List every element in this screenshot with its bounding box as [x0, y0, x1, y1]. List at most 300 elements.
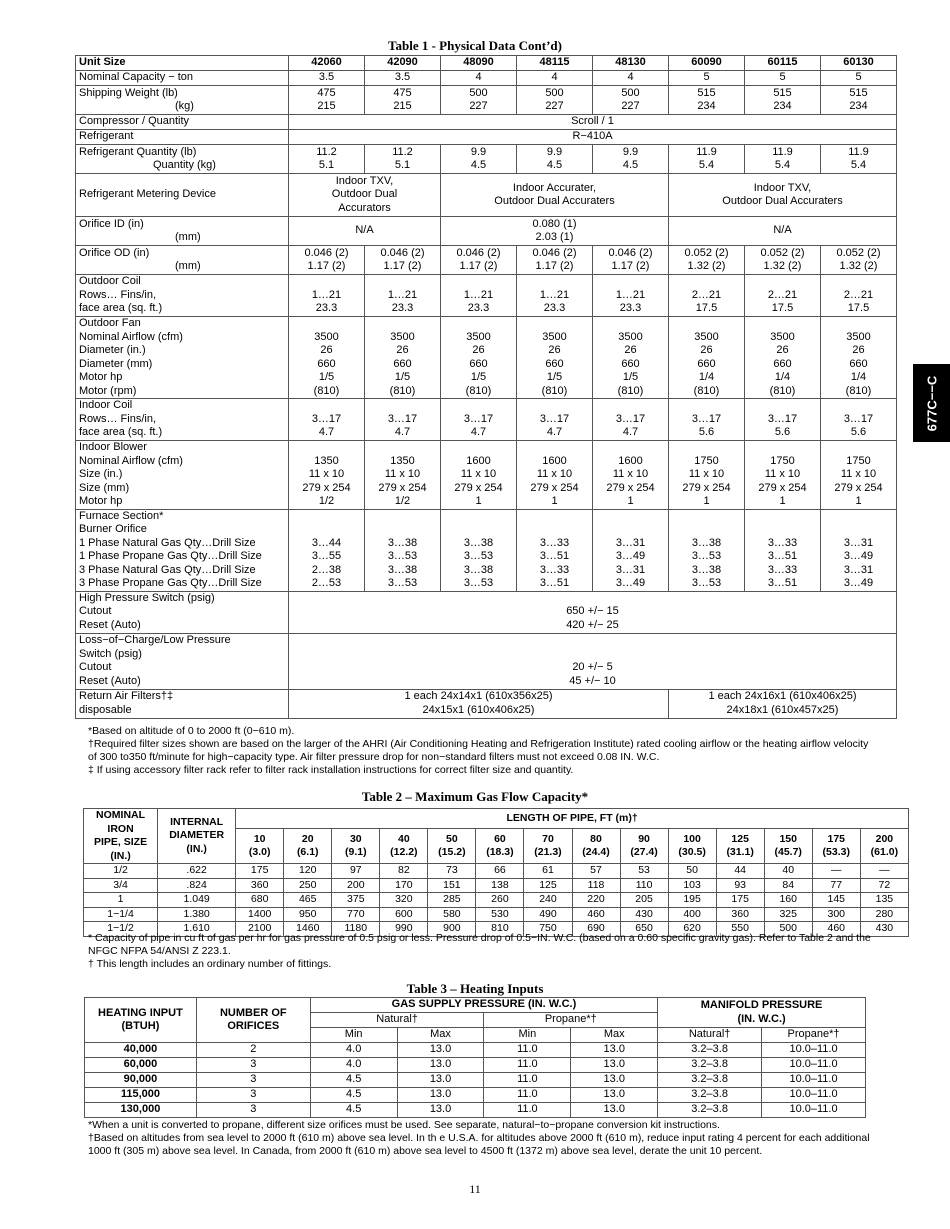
table-cell: 0.052 (2) 1.32 (2): [745, 246, 821, 275]
table-cell: 3500 26 660 1/5 (810): [517, 317, 593, 399]
table1-title: Table 1 - Physical Data Cont’d): [388, 38, 562, 53]
table-cell: 375: [332, 893, 380, 908]
table-cell: 3…38 3…53 3…38 3…53: [365, 509, 441, 591]
column-header: 60 (18.3): [476, 829, 524, 864]
table-cell: 3…44 3…55 2…38 2…53: [289, 509, 365, 591]
table-cell: 1 each 24x16x1 (610x406x25) 24x18x1 (610x457x25): [669, 689, 897, 718]
table-row: [76, 56, 897, 71]
table-row: [76, 633, 897, 689]
table-cell: 950: [284, 907, 332, 922]
table-cell: 2…21 17.5: [821, 275, 897, 317]
table-cell: 97: [332, 864, 380, 879]
table-cell: 0.080 (1) 2.03 (1): [441, 217, 669, 246]
table-cell: 3…38 3…53 3…38 3…53: [669, 509, 745, 591]
table-row: [84, 864, 909, 879]
table-cell: 360: [716, 907, 764, 922]
table-cell: R−410A: [289, 130, 897, 145]
table-cell: 73: [428, 864, 476, 879]
table-row: [84, 893, 909, 908]
table-cell: 13.0: [571, 1073, 658, 1088]
table-cell: 900: [428, 922, 476, 937]
table-cell: 11.9 5.4: [821, 145, 897, 174]
table-cell: 3…33 3…51 3…33 3…51: [517, 509, 593, 591]
table-cell: 1750 11 x 10 279 x 254 1: [745, 441, 821, 510]
column-header: GAS SUPPLY PRESSURE (IN. W.C.): [310, 998, 657, 1013]
row-label: Refrigerant Quantity (lb) Quantity (kg): [76, 145, 289, 174]
table-cell: 93: [716, 878, 764, 893]
physical-data-table: [75, 55, 897, 719]
footnote: * Capacity of pipe in cu ft of gas per hr for gas pressure of 0.5 psig or less. Pressure drop of 0.5−IN. W.C. (based on a 0.60 specific gravity gas). Refer to Table 2 and the NFGC NFPA 54/ANSI Z 223.1.: [88, 932, 871, 957]
table-cell: 750: [524, 922, 572, 937]
table-cell: 13.0: [397, 1043, 484, 1058]
table-cell: 260: [476, 893, 524, 908]
row-label: Refrigerant Metering Device: [76, 174, 289, 217]
table2-title: Table 2 – Maximum Gas Flow Capacity*: [361, 789, 589, 804]
row-label: High Pressure Switch (psig) Cutout Reset (Auto): [76, 591, 289, 633]
column-header: Max: [571, 1028, 658, 1043]
table-cell: 4: [593, 71, 669, 86]
table-cell: 1…21 23.3: [593, 275, 669, 317]
table-cell: 580: [428, 907, 476, 922]
table-cell: 240: [524, 893, 572, 908]
table-cell: 1 each 24x14x1 (610x356x25) 24x15x1 (610x406x25): [289, 689, 669, 718]
column-header: 60130: [821, 56, 897, 71]
table-cell: 320: [380, 893, 428, 908]
table-row: [76, 441, 897, 510]
table-cell: 10.0–11.0: [762, 1103, 866, 1118]
footnote: †Based on altitudes from sea level to 2000 ft (610 m) above sea level. In th e U.S.A. for altitudes above 2000 ft (610 m), reduce input rating 4 percent for each additional 1000 ft (305 m) above sea level. In Canada, from 2000 ft (610 m) above sea level to 4500 ft (1372 m) above sea level, derate the unit 10 percent.: [88, 1132, 870, 1157]
table-cell: 460: [812, 922, 860, 937]
column-header: 30 (9.1): [332, 829, 380, 864]
table-row: [85, 998, 866, 1013]
table-row: [85, 1073, 866, 1088]
page-number: 11: [469, 1182, 481, 1196]
table-cell: 9.9 4.5: [441, 145, 517, 174]
table-cell: 1600 11 x 10 279 x 254 1: [517, 441, 593, 510]
table-cell: 160: [764, 893, 812, 908]
column-header: Propane*†: [762, 1028, 866, 1043]
table-cell: 465: [284, 893, 332, 908]
table-cell: 3500 26 660 1/4 (810): [745, 317, 821, 399]
table3-notes: [88, 1119, 878, 1158]
table-cell: 61: [524, 864, 572, 879]
table-cell: 3.2–3.8: [658, 1058, 762, 1073]
section-tab: 677C−−C: [913, 364, 950, 442]
table-cell: 13.0: [397, 1088, 484, 1103]
table-cell: 0.046 (2) 1.17 (2): [289, 246, 365, 275]
table-cell: 0.046 (2) 1.17 (2): [593, 246, 669, 275]
row-label: Orifice OD (in) (mm): [76, 246, 289, 275]
table-cell: 3.5: [365, 71, 441, 86]
column-header: 20 (6.1): [284, 829, 332, 864]
table-cell: Scroll / 1: [289, 115, 897, 130]
table-cell: N/A: [289, 217, 441, 246]
table-cell: 1400: [236, 907, 284, 922]
column-header: Natural†: [310, 1013, 484, 1028]
table-row: [84, 907, 909, 922]
table-cell: 990: [380, 922, 428, 937]
column-header: 100 (30.5): [668, 829, 716, 864]
table-cell: 175: [716, 893, 764, 908]
table-row: [76, 71, 897, 86]
column-header: 48115: [517, 56, 593, 71]
column-header: Min: [310, 1028, 397, 1043]
table-cell: 50: [668, 864, 716, 879]
column-header: 50 (15.2): [428, 829, 476, 864]
table-cell: 1…21 23.3: [517, 275, 593, 317]
table-cell: 3…31 3…49 3…31 3…49: [821, 509, 897, 591]
column-header: Min: [484, 1028, 571, 1043]
table-cell: 13.0: [571, 1088, 658, 1103]
column-header: 42090: [365, 56, 441, 71]
table-cell: 3…17 4.7: [365, 399, 441, 441]
table-cell: 1…21 23.3: [289, 275, 365, 317]
table-cell: 515 234: [669, 86, 745, 115]
table-cell: 500 227: [593, 86, 669, 115]
table-row: [85, 1088, 866, 1103]
table-cell: 515 234: [821, 86, 897, 115]
footnote: † This length includes an ordinary number of fittings.: [88, 958, 332, 970]
table-cell: 430: [860, 922, 908, 937]
table-cell: 118: [572, 878, 620, 893]
table-cell: 460: [572, 907, 620, 922]
table-cell: 3…17 4.7: [517, 399, 593, 441]
table-cell: 1750 11 x 10 279 x 254 1: [821, 441, 897, 510]
table-cell: 550: [716, 922, 764, 937]
table-cell: 0.046 (2) 1.17 (2): [517, 246, 593, 275]
table-cell: 195: [668, 893, 716, 908]
table-cell: 2: [196, 1043, 310, 1058]
table-cell: 1.380: [158, 907, 236, 922]
column-header: HEATING INPUT (BTUH): [85, 998, 197, 1043]
table-cell: 3…17 5.6: [745, 399, 821, 441]
table-cell: 10.0–11.0: [762, 1058, 866, 1073]
table-cell: 20 +/− 5 45 +/− 10: [289, 633, 897, 689]
table-cell: .824: [158, 878, 236, 893]
table-row: [84, 809, 909, 829]
table-cell: 1: [84, 893, 158, 908]
table-cell: —: [812, 864, 860, 879]
table-cell: 600: [380, 907, 428, 922]
table-cell: 40,000: [85, 1043, 197, 1058]
table-cell: 11.0: [484, 1073, 571, 1088]
table-row: [76, 130, 897, 145]
footnote: †Required filter sizes shown are based on the larger of the AHRI (Air Conditioning Heating and Refrigeration Institute) rated cooling airflow or the heating airflow velocity of 300 to350 ft/minute for high−capacity type. Air filter pressure drop for non−standard filters must not exceed 0.08 IN. W.C.: [88, 738, 869, 763]
table1-notes: [88, 725, 878, 777]
table-cell: —: [860, 864, 908, 879]
table2-notes: [88, 932, 878, 971]
table-cell: 13.0: [571, 1103, 658, 1118]
column-header: 60115: [745, 56, 821, 71]
table-row: [76, 246, 897, 275]
row-label: Compressor / Quantity: [76, 115, 289, 130]
table-cell: 3…17 4.7: [441, 399, 517, 441]
table-cell: 490: [524, 907, 572, 922]
table-cell: 3500 26 660 1/5 (810): [593, 317, 669, 399]
table-row: [85, 1043, 866, 1058]
table-row: [76, 145, 897, 174]
table-cell: 11.0: [484, 1058, 571, 1073]
table-cell: 3.5: [289, 71, 365, 86]
table-cell: 3500 26 660 1/4 (810): [669, 317, 745, 399]
table-row: [84, 878, 909, 893]
table-cell: 3.2–3.8: [658, 1088, 762, 1103]
table-cell: 3: [196, 1073, 310, 1088]
table-cell: 13.0: [571, 1058, 658, 1073]
table-cell: 11.0: [484, 1043, 571, 1058]
table-cell: 3500 26 660 1/5 (810): [289, 317, 365, 399]
row-label: Loss−of−Charge/Low Pressure Switch (psig) Cutout Reset (Auto): [76, 633, 289, 689]
table-cell: 205: [620, 893, 668, 908]
column-header: NOMINAL IRON PIPE, SIZE (IN.): [84, 809, 158, 864]
column-header: 48090: [441, 56, 517, 71]
table-cell: 2…21 17.5: [669, 275, 745, 317]
table-cell: 66: [476, 864, 524, 879]
table-cell: 3.2–3.8: [658, 1043, 762, 1058]
table-cell: 145: [812, 893, 860, 908]
row-label: Shipping Weight (lb) (kg): [76, 86, 289, 115]
table-cell: 170: [380, 878, 428, 893]
table-cell: 11.9 5.4: [669, 145, 745, 174]
column-header: 10 (3.0): [236, 829, 284, 864]
footnote: ‡ If using accessory filter rack refer to filter rack installation instructions for correct filter size and quantity.: [88, 764, 574, 776]
table-cell: 90,000: [85, 1073, 197, 1088]
column-header: 70 (21.3): [524, 829, 572, 864]
table-cell: 475 215: [365, 86, 441, 115]
row-label: Outdoor Coil Rows… Fins/in, face area (sq. ft.): [76, 275, 289, 317]
table-cell: 11.2 5.1: [289, 145, 365, 174]
table-row: [76, 115, 897, 130]
row-label: Outdoor Fan Nominal Airflow (cfm) Diameter (in.) Diameter (mm) Motor hp Motor (rpm): [76, 317, 289, 399]
table-cell: 3…17 4.7: [593, 399, 669, 441]
table-cell: 10.0–11.0: [762, 1073, 866, 1088]
table-cell: 5: [821, 71, 897, 86]
table-cell: 3…17 5.6: [669, 399, 745, 441]
table-cell: 5: [745, 71, 821, 86]
table-cell: 11.9 5.4: [745, 145, 821, 174]
table-cell: 13.0: [397, 1058, 484, 1073]
column-header: 48130: [593, 56, 669, 71]
table-cell: 4.5: [310, 1088, 397, 1103]
table-cell: 1350 11 x 10 279 x 254 1/2: [289, 441, 365, 510]
table-cell: 1−1/4: [84, 907, 158, 922]
table-row: [76, 317, 897, 399]
table-cell: 285: [428, 893, 476, 908]
row-label: Indoor Blower Nominal Airflow (cfm) Size (in.) Size (mm) Motor hp: [76, 441, 289, 510]
table-cell: 72: [860, 878, 908, 893]
table-cell: 135: [860, 893, 908, 908]
table-cell: 4.0: [310, 1058, 397, 1073]
column-header: Propane*†: [484, 1013, 658, 1028]
table-cell: 120: [284, 864, 332, 879]
row-label: Nominal Capacity − ton: [76, 71, 289, 86]
row-label: Indoor Coil Rows… Fins/in, face area (sq. ft.): [76, 399, 289, 441]
row-label: Orifice ID (in) (mm): [76, 217, 289, 246]
table-cell: 60,000: [85, 1058, 197, 1073]
table-cell: 77: [812, 878, 860, 893]
table-cell: N/A: [669, 217, 897, 246]
table-cell: 3500 26 660 1/5 (810): [441, 317, 517, 399]
table-cell: 175: [236, 864, 284, 879]
table-cell: 5: [669, 71, 745, 86]
table-cell: 620: [668, 922, 716, 937]
table-cell: 115,000: [85, 1088, 197, 1103]
column-header: 42060: [289, 56, 365, 71]
table-cell: 1600 11 x 10 279 x 254 1: [441, 441, 517, 510]
table-cell: 1/2: [84, 864, 158, 879]
table-cell: 57: [572, 864, 620, 879]
table-cell: 2100: [236, 922, 284, 937]
table-cell: 125: [524, 878, 572, 893]
table-cell: 0.046 (2) 1.17 (2): [441, 246, 517, 275]
table3-title: Table 3 – Heating Inputs: [406, 981, 544, 996]
table-cell: 430: [620, 907, 668, 922]
table-row: [76, 509, 897, 591]
table-row: [85, 1058, 866, 1073]
table-cell: Indoor Accurater, Outdoor Dual Accuraters: [441, 174, 669, 217]
table-cell: 515 234: [745, 86, 821, 115]
table-cell: 3.2–3.8: [658, 1103, 762, 1118]
heating-inputs-table: [84, 997, 866, 1118]
table-cell: 11.0: [484, 1088, 571, 1103]
table-cell: Indoor TXV, Outdoor Dual Accuraters: [669, 174, 897, 217]
table-cell: 1600 11 x 10 279 x 254 1: [593, 441, 669, 510]
column-header: 175 (53.3): [812, 829, 860, 864]
table-cell: 3…31 3…49 3…31 3…49: [593, 509, 669, 591]
table-cell: 1−1/2: [84, 922, 158, 937]
table-cell: 3: [196, 1058, 310, 1073]
table-row: [76, 217, 897, 246]
table-cell: 0.052 (2) 1.32 (2): [821, 246, 897, 275]
table-cell: 300: [812, 907, 860, 922]
table-cell: 9.9 4.5: [593, 145, 669, 174]
table-row: [76, 174, 897, 217]
row-label: Return Air Filters†‡ disposable: [76, 689, 289, 718]
footnote: *When a unit is converted to propane, different size orifices must be used. See separate, natural−to−propane conversion kit instructions.: [88, 1119, 720, 1131]
table-row: [85, 1103, 866, 1118]
table-row: [76, 399, 897, 441]
table-cell: 13.0: [571, 1043, 658, 1058]
table-row: [76, 275, 897, 317]
table-row: [76, 689, 897, 718]
table-cell: 1…21 23.3: [441, 275, 517, 317]
table-cell: 3: [196, 1088, 310, 1103]
table-cell: 1…21 23.3: [365, 275, 441, 317]
table-cell: 650 +/− 15 420 +/− 25: [289, 591, 897, 633]
table-cell: 1350 11 x 10 279 x 254 1/2: [365, 441, 441, 510]
table-cell: 103: [668, 878, 716, 893]
column-header: Natural†: [658, 1028, 762, 1043]
column-header: 150 (45.7): [764, 829, 812, 864]
table-cell: 400: [668, 907, 716, 922]
column-header: Max: [397, 1028, 484, 1043]
table-cell: 770: [332, 907, 380, 922]
table-cell: 500 227: [441, 86, 517, 115]
table-cell: 53: [620, 864, 668, 879]
table-cell: 280: [860, 907, 908, 922]
table-cell: 130,000: [85, 1103, 197, 1118]
table-cell: 475 215: [289, 86, 365, 115]
table-cell: 250: [284, 878, 332, 893]
column-header: Unit Size: [76, 56, 289, 71]
table-cell: 10.0–11.0: [762, 1043, 866, 1058]
table-cell: 3…17 4.7: [289, 399, 365, 441]
table-cell: 0.052 (2) 1.32 (2): [669, 246, 745, 275]
table-cell: 3500 26 660 1/4 (810): [821, 317, 897, 399]
table-cell: 360: [236, 878, 284, 893]
column-header: LENGTH OF PIPE, FT (m)†: [236, 809, 909, 829]
table-cell: 325: [764, 907, 812, 922]
table-row: [76, 86, 897, 115]
table-cell: 530: [476, 907, 524, 922]
column-header: 40 (12.2): [380, 829, 428, 864]
table-cell: 200: [332, 878, 380, 893]
column-header: 60090: [669, 56, 745, 71]
table-cell: 10.0–11.0: [762, 1088, 866, 1103]
table-cell: 500: [764, 922, 812, 937]
table-cell: 11.0: [484, 1103, 571, 1118]
table-cell: 3.2–3.8: [658, 1073, 762, 1088]
table-cell: 110: [620, 878, 668, 893]
table-cell: 44: [716, 864, 764, 879]
table-cell: 220: [572, 893, 620, 908]
table-cell: 13.0: [397, 1073, 484, 1088]
table-cell: 1180: [332, 922, 380, 937]
table-cell: 4.5: [310, 1073, 397, 1088]
table-cell: 3…33 3…51 3…33 3…51: [745, 509, 821, 591]
column-header: 200 (61.0): [860, 829, 908, 864]
table-cell: 3500 26 660 1/5 (810): [365, 317, 441, 399]
table-cell: 84: [764, 878, 812, 893]
table-cell: .622: [158, 864, 236, 879]
column-header: MANIFOLD PRESSURE (IN. W.C.): [658, 998, 866, 1028]
table-cell: 4: [517, 71, 593, 86]
footnote: *Based on altitude of 0 to 2000 ft (0−610 m).: [88, 725, 295, 737]
table-cell: 4: [441, 71, 517, 86]
column-header: NUMBER OF ORIFICES: [196, 998, 310, 1043]
table-cell: 810: [476, 922, 524, 937]
table-cell: 4.5: [310, 1103, 397, 1118]
table-cell: 1750 11 x 10 279 x 254 1: [669, 441, 745, 510]
row-label: Furnace Section* Burner Orifice 1 Phase Natural Gas Qty…Drill Size 1 Phase Propane Gas Qty…Drill Size 3 Phase Natural Gas Qty…Drill Size 3 Phase Propane Gas Qty…Drill Size: [76, 509, 289, 591]
table-cell: 650: [620, 922, 668, 937]
column-header: 125 (31.1): [716, 829, 764, 864]
table-cell: 40: [764, 864, 812, 879]
column-header: 90 (27.4): [620, 829, 668, 864]
table-cell: 3…38 3…53 3…38 3…53: [441, 509, 517, 591]
table-cell: 138: [476, 878, 524, 893]
table-cell: 1.610: [158, 922, 236, 937]
table-cell: 151: [428, 878, 476, 893]
table-cell: 2…21 17.5: [745, 275, 821, 317]
table-cell: 82: [380, 864, 428, 879]
table-cell: 1.049: [158, 893, 236, 908]
row-label: Refrigerant: [76, 130, 289, 145]
table-cell: 3: [196, 1103, 310, 1118]
column-header: INTERNAL DIAMETER (IN.): [158, 809, 236, 864]
table-cell: 9.9 4.5: [517, 145, 593, 174]
table-cell: 690: [572, 922, 620, 937]
table-cell: 3/4: [84, 878, 158, 893]
table-cell: 11.2 5.1: [365, 145, 441, 174]
table-cell: 4.0: [310, 1043, 397, 1058]
table-cell: 1460: [284, 922, 332, 937]
table-cell: 680: [236, 893, 284, 908]
table-cell: 500 227: [517, 86, 593, 115]
table-cell: 0.046 (2) 1.17 (2): [365, 246, 441, 275]
table-cell: Indoor TXV, Outdoor Dual Accurators: [289, 174, 441, 217]
table-cell: 13.0: [397, 1103, 484, 1118]
